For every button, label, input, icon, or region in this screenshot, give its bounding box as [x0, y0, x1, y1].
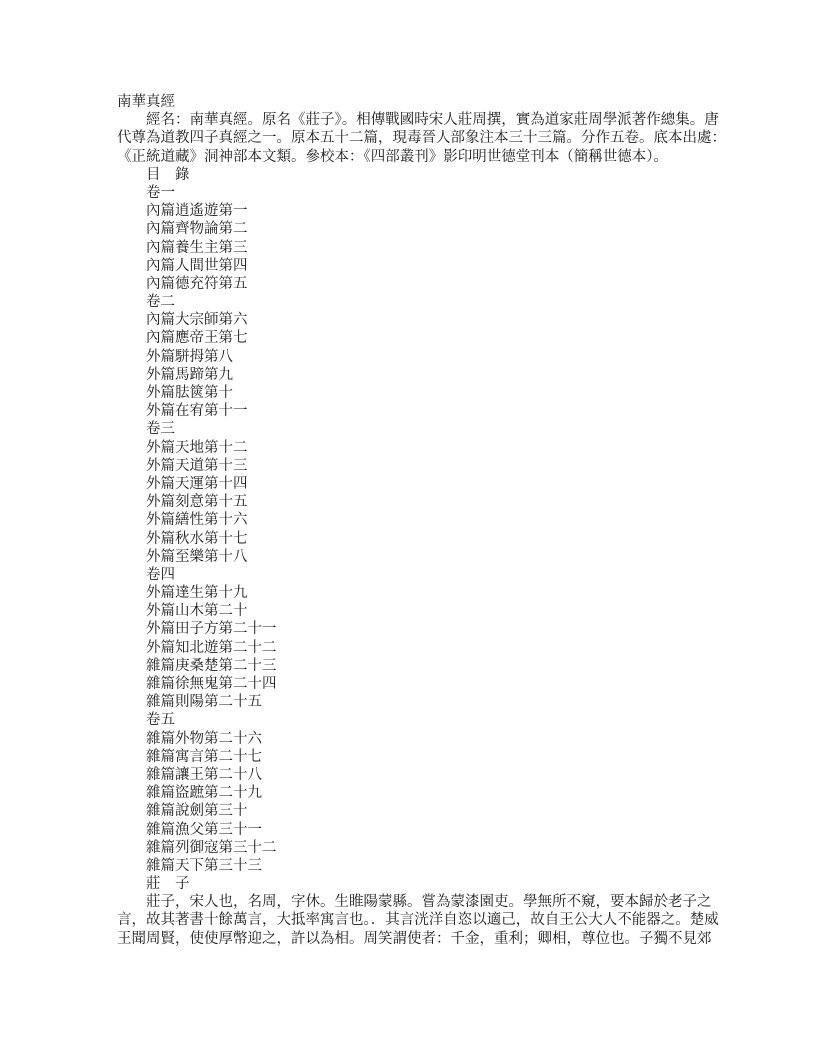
- chapter-item: 雜篇寓言第二十七: [146, 748, 262, 765]
- intro-line: 代尊為道教四子真經之一。原本五十二篇，現毒晉人部象注本三十三篇。分作五卷。底本出處：: [117, 130, 726, 147]
- chapter-item: 外篇刻意第十五: [146, 494, 248, 511]
- chapter-item: 雜篇庚桑楚第二十三: [146, 657, 277, 674]
- volume-5: [117, 711, 701, 875]
- chapter-item: 雜篇天下第三十三: [146, 857, 262, 874]
- volume-label: 卷五: [146, 712, 175, 729]
- volume-label: 卷四: [146, 566, 175, 583]
- chapter-item: 雜篇讓王第二十八: [146, 766, 262, 783]
- body-line: 莊子，宋人也，名周，字休。生睢陽蒙縣。嘗為蒙漆園吏。學無所不窺，要本歸於老子之: [146, 894, 712, 911]
- chapter-item: 內篇齊物論第二: [146, 221, 248, 238]
- chapter-item: 內篇人間世第四: [146, 257, 248, 274]
- chapter-item: 雜篇說劍第三十: [146, 803, 248, 820]
- volume-label: 卷一: [146, 184, 175, 201]
- chapter-item: 內篇養生主第三: [146, 239, 248, 256]
- chapter-item: 內篇逍遙遊第一: [146, 203, 248, 220]
- chapter-item: 雜篇外物第二十六: [146, 730, 262, 747]
- body-line: 王聞周賢，使使厚幣迎之，許以為相。周笑謂使者：千金，重利；卿相，尊位也。子獨不見郊: [117, 930, 712, 947]
- intro-line: 經名：南華真經。原名《莊子》。相傳戰國時宋人莊周撰，實為道家莊周學派著作總集。唐: [146, 112, 719, 129]
- chapter-item: 內篇應帝王第七: [146, 330, 248, 347]
- body-line: 言，故其著書十餘萬言，大抵率寓言也。．其言洸洋自恣以適己，故自王公大人不能器之。楚威: [117, 912, 719, 929]
- chapter-item: 外篇在宥第十一: [146, 403, 248, 420]
- chapter-item: 外篇山木第二十: [146, 603, 248, 620]
- volume-2: [117, 293, 701, 420]
- chapter-item: 雜篇漁父第三十一: [146, 821, 262, 838]
- chapter-item: 外篇達生第十九: [146, 585, 248, 602]
- volume-4: [117, 566, 701, 712]
- chapter-item: 外篇繕性第十六: [146, 512, 248, 529]
- table-of-contents: [117, 184, 701, 875]
- document-page: [117, 93, 726, 948]
- chapter-item: 外篇胠篋第十: [146, 385, 233, 401]
- chapter-item: 內篇大宗師第六: [146, 312, 248, 329]
- chapter-item: 雜篇則陽第二十五: [146, 694, 262, 711]
- toc-heading: 目 錄: [146, 166, 190, 183]
- intro-paragraph: [117, 111, 726, 166]
- volume-3: [117, 420, 701, 566]
- chapter-item: 外篇秋水第十七: [146, 530, 248, 547]
- chapter-item: 外篇天地第十二: [146, 439, 248, 456]
- document-title: 南華真經: [117, 94, 175, 110]
- intro-line: 《正統道藏》洞神部本文類。參校本：《四部叢刊》影印明世德堂刊本（簡稱世德本）。: [117, 148, 668, 165]
- chapter-item: 雜篇列御寇第三十二: [146, 839, 277, 856]
- volume-1: [117, 184, 701, 293]
- section-heading: 莊 子: [146, 876, 190, 893]
- chapter-item: 雜篇徐無鬼第二十四: [146, 676, 277, 692]
- chapter-item: 外篇至樂第十八: [146, 548, 248, 565]
- chapter-item: 雜篇盜蹠第二十九: [146, 785, 262, 802]
- body-paragraph: [117, 893, 719, 948]
- volume-label: 卷二: [146, 294, 175, 311]
- chapter-item: 外篇田子方第二十一: [146, 621, 277, 638]
- chapter-item: 內篇德充符第五: [146, 275, 248, 292]
- chapter-item: 外篇駢拇第八: [146, 348, 233, 365]
- chapter-item: 外篇天道第十三: [146, 457, 248, 474]
- chapter-item: 外篇知北遊第二十二: [146, 639, 277, 656]
- chapter-item: 外篇天運第十四: [146, 475, 248, 492]
- chapter-item: 外篇馬蹄第九: [146, 366, 233, 383]
- volume-label: 卷三: [146, 421, 175, 438]
